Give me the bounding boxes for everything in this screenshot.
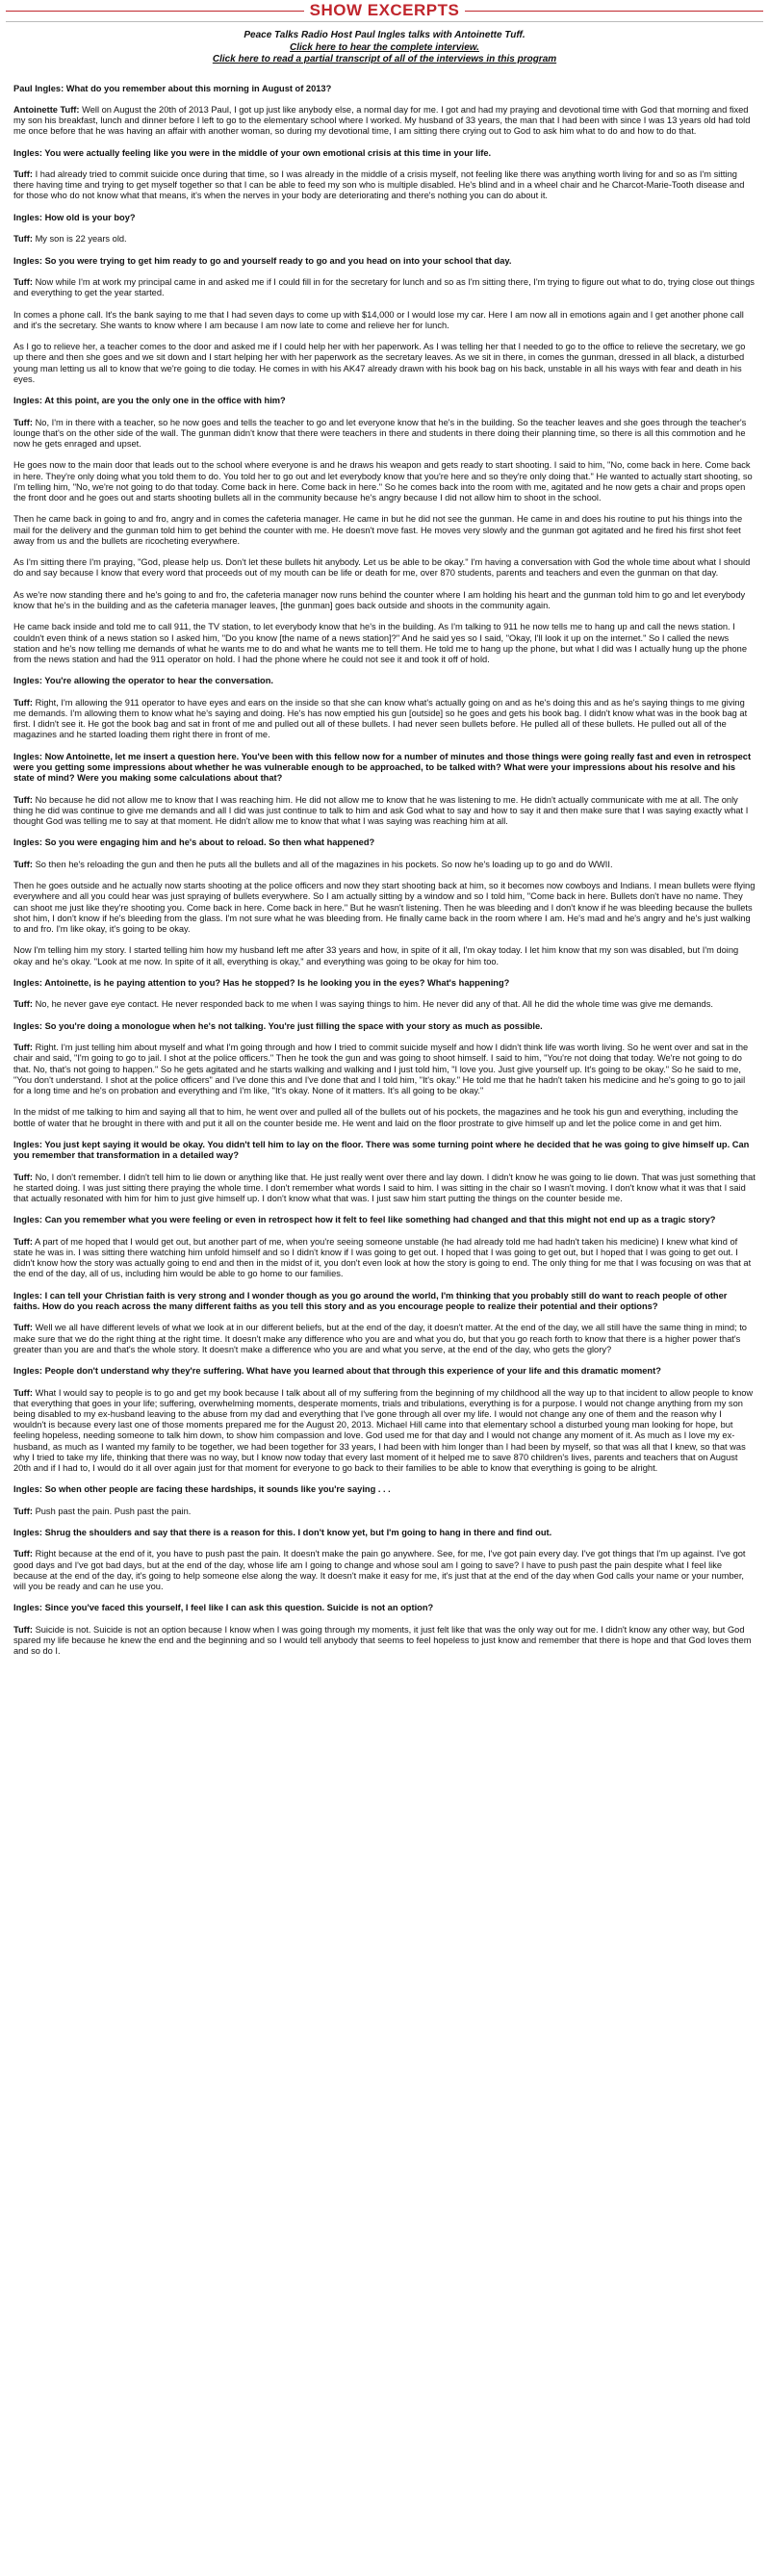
paragraph-text: A part of me hoped that I would get out, but another part of me, when you're seeing someone unstable (he had already told me had hadn't taken his medicine) I knew what kind of state he was in. I was sitting there watching him unfold himself and so I didn't know if I was going to get out. I hoped that I was going to get out, but I hoped that I was going to get out. I didn't know how the story was actually going to end and then in the midst of it, you don't even look at how the story is going to end. The only thing for me that I was focusing on was that at the end of the day, all of us, including him would be able to go home to our families. <box>13 1236 752 1279</box>
question-paragraph <box>13 676 756 686</box>
speaker-label: Tuff: <box>13 1549 33 1559</box>
question-paragraph <box>13 1021 756 1032</box>
speaker-label: Tuff: <box>13 1172 33 1182</box>
speaker-label: Ingles: <box>13 751 42 761</box>
speaker-label: Ingles: <box>13 1484 42 1495</box>
speaker-label: Tuff: <box>13 999 33 1010</box>
paragraph-text: No, I'm in there with a teacher, so he now goes and tells the teacher to go and let everyone know that he's in the building. So the teacher leaves and she goes through the teacher's lounge that's on the other side of the wall. The gunman didn't know that there were teachers in there and students in there doing their planning time, so there is all this commotion and he now he gets enraged and upset. <box>13 417 747 450</box>
paragraph-text: Now Antoinette, let me insert a question here. You've been with this fellow now for a number of minutes and those things were going really fast and even in retrospect were you getting some impressions about whether he was vulnerable enough to be approached, to be talked with? What were your impressions about his resolve and his state of mind? Were you making some calculations about that? <box>13 751 752 784</box>
question-paragraph <box>13 1484 756 1495</box>
speaker-label: Tuff: <box>13 1506 33 1516</box>
answer-paragraph <box>13 514 756 547</box>
question-paragraph <box>13 84 756 94</box>
speaker-label: Ingles: <box>13 1366 42 1377</box>
answer-paragraph <box>13 1388 756 1475</box>
paragraph-text: In comes a phone call. It's the bank saying to me that I had seven days to come up with $14,000 or I would lose my car. Here I am now all in emotions again and I get another phone call and it's the secretary. She wants to know where I am because I am now late to come and relieve her for lunch. <box>13 309 744 330</box>
page-title: SHOW EXCERPTS <box>309 1 460 19</box>
answer-paragraph <box>13 860 756 870</box>
paragraph-text: So you were engaging him and he's about to reload. So then what happened? <box>44 837 375 848</box>
paragraph-text: Then he came back in going to and fro, angry and in comes the cafeteria manager. He came in but he did not see the gunman. He came in and does his routine to put his things into the mail for the delivery and the gunman told him to get behind the counter with me. He doesn't move fast. He moves very slowly and the gunman got agitated and he fired his first shot feet away from us and the bullets are ricocheting everywhere. <box>13 514 743 546</box>
answer-paragraph <box>13 698 756 741</box>
speaker-label: Ingles: <box>13 147 42 158</box>
answer-paragraph <box>13 234 756 245</box>
question-paragraph <box>13 1366 756 1377</box>
paragraph-text: As we're now standing there and he's going to and fro, the cafeteria manager now runs behind the counter where I am holding his heart and the gunman told him to go and let everybody know that he's in the building and as the cafeteria manager leaves, [the gunman] goes back outside and shoots in the community again. <box>13 589 746 611</box>
paragraph-text: No because he did not allow me to know that I was reaching him. He did not allow me to know that he was listening to me. He didn't actually communicate with me at all. The only thing he did was continue to give me demands and all I did was just continue to talk to him and ask God what to say and how to say it and then make sure that I was saying exactly what I thought God was telling me to say at that moment. He didn't allow me to know that what I was saying was reaching him at all. <box>13 794 749 826</box>
paragraph-text: Now I'm telling him my story. I started telling him how my husband left me after 33 years and how, in spite of it all, I'm okay today. I let him know that my son was disabled, but I'm doing okay and he's okay. "Look at me now. In spite of it all, everything is okay," and everything was going to be okay for him too. <box>13 945 739 966</box>
question-paragraph <box>13 1140 756 1161</box>
speaker-label: Tuff: <box>13 697 33 708</box>
speaker-label: Tuff: <box>13 1387 33 1398</box>
answer-paragraph <box>13 310 756 331</box>
speaker-label: Tuff: <box>13 1236 33 1247</box>
answer-paragraph <box>13 1323 756 1355</box>
speaker-label: Ingles: <box>13 1603 42 1613</box>
speaker-label: Ingles: <box>13 1528 42 1538</box>
question-paragraph <box>13 1291 756 1312</box>
paragraph-text: Suicide is not. Suicide is not an option because I know when I was going through my moments, it just felt like that was the only way out for me. I didn't know any other way, but God spared my life because he knew the end and the beginning and so I would tell anybody that seems to feel hopeless to just know and remember that there is hope and that God loves them and so do I. <box>13 1624 752 1657</box>
paragraph-text: Can you remember what you were feeling or even in retrospect how it felt to feel like something had changed and that this might not end up as a tragic story? <box>44 1215 716 1225</box>
speaker-label: Ingles: <box>13 255 42 266</box>
speaker-label: Tuff: <box>13 1043 33 1053</box>
paragraph-text: So you were trying to get him ready to go and yourself ready to go and you head on into your school that day. <box>44 255 512 266</box>
question-paragraph <box>13 1528 756 1538</box>
answer-paragraph <box>13 1625 756 1658</box>
paragraph-text: Since you've faced this yourself, I feel like I can ask this question. Suicide is not an option? <box>44 1603 434 1613</box>
answer-paragraph <box>13 1043 756 1096</box>
paragraph-text: So then he's reloading the gun and then he puts all the bullets and all of the magazines in his pockets. So now he's loading up to go and do WWII. <box>35 859 613 869</box>
paragraph-text: Antoinette, is he paying attention to you? Has he stopped? Is he looking you in the eyes? What's happening? <box>44 977 510 988</box>
speaker-label: Ingles: <box>13 1020 42 1031</box>
paragraph-text: No, I don't remember. I didn't tell him to lie down or anything like that. He just really went over there and lay down. I didn't know he was going to lie down. That was just something that he started doing. I was just sitting there praying the whole time. I don't remember what words I said to him. I was sitting in the chair so I wasn't moving. I don't know what it was that I said that actually resonated with him for him to just give himself up. I don't know what that was. I just saw him start putting the things on the counter beside me. <box>13 1172 756 1203</box>
answer-paragraph <box>13 945 756 966</box>
speaker-label: Ingles: <box>13 1215 42 1225</box>
paragraph-text: He came back inside and told me to call 911, the TV station, to let everybody know that he's in the building. As I'm talking to 911 he now tells me to hang up and call the news station. I couldn't even think of a news station so I asked him, "Do you know [the name of a news station]?" And he said yes so I said, "Okay, I'll look it up on the internet." So I called the news station and he's now telling me demands of what he wants me to do and what he wants me to tell them. He told me to hang up the phone, but what I did was I actually hung up the phone from the news station and had the 911 operator on hold. I had the phone where he could not see it and took it off of hold. <box>13 622 748 665</box>
speaker-label: Ingles: <box>13 676 42 686</box>
question-paragraph <box>13 752 756 785</box>
paragraph-text: Well on August the 20th of 2013 Paul, I got up just like anybody else, a normal day for me. I got and had my praying and devotional time with God that morning and fixed my son his breakfast, lunch and dinner before I left to go to the elementary school where I worked. My husband of 33 years, the man that I had been with since I was 13 years old had told me once before that he was having an affair with another woman, so during my devotional time, I am sitting there crying out to God to ask him what to do and how to do that. <box>13 104 751 137</box>
speaker-label: Tuff: <box>13 277 33 288</box>
paragraph-text: So when other people are facing these hardships, it sounds like you're saying . . . <box>44 1484 391 1495</box>
paragraph-text: What do you remember about this morning in August of 2013? <box>65 83 332 93</box>
paragraph-text: My son is 22 years old. <box>35 234 127 245</box>
paragraph-text: Shrug the shoulders and say that there is a reason for this. I don't know yet, but I'm going to hang in there and find out. <box>44 1528 552 1538</box>
answer-paragraph <box>13 460 756 503</box>
question-paragraph <box>13 837 756 848</box>
intro-line: Peace Talks Radio Host Paul Ingles talks with Antoinette Tuff. <box>244 30 525 40</box>
paragraph-text: Then he goes outside and he actually now starts shooting at the police officers and now they start shooting back at him, so it becomes now cowboys and Indians. I mean bullets were flying everywhere and all you could hear was just spraying of bullets everywhere. So I am actually sitting by a window and so I told him, "Come back in here. Bullets don't have no name. They can shoot me just like they're shooting you. Come back in here. Come back in here." But he wasn't listening. Then he was bleeding and I don't know if he was bleeding because the bullets shot him, I don't know if he's bleeding from the glass. I'm not sure what he was bleeding from. He finally came back in the room where I am. He's mad and he's angry and he's just walking to and fro. I'm like okay, it's going to be okay. <box>13 881 756 934</box>
section-header <box>6 0 763 22</box>
paragraph-text: In the midst of me talking to him and saying all that to him, he went over and pulled all of the bullets out of his pockets, the magazines and he took his gun and everything, including the bottle of water that he brought in there with and put it all on the counter beside me. He went and laid on the floor prostrate to give himself up and let the police come in and get him. <box>13 1107 738 1128</box>
paragraph-text: Now while I'm at work my principal came in and asked me if I could fill in for the secretary for lunch and so as I'm sitting there, I'm trying to figure out what to do, trying close out things and everything to get the year started. <box>13 277 755 298</box>
answer-paragraph <box>13 1172 756 1205</box>
paragraph-text: As I go to relieve her, a teacher comes to the door and asked me if I could help her with her paperwork. As I was telling her that I needed to go to the office to relieve the secretary, we go up there and then she goes and we sit down and I start helping her with her paperwork as the secretary leaves. As we sit in there, in comes the gunman, dressed in all black, a disturbed young man letting us all to know that we're going to die today. He comes in with his AK47 already drawn with his book bag on his back, unstable in all his ways with fear and death in his eyes. <box>13 342 746 384</box>
speaker-label: Ingles: <box>13 212 42 222</box>
speaker-label: Ingles: <box>13 1290 42 1301</box>
answer-paragraph <box>13 1549 756 1592</box>
paragraph-text: How old is your boy? <box>44 212 136 222</box>
answer-paragraph <box>13 418 756 451</box>
answer-paragraph <box>13 1237 756 1280</box>
paragraph-text: As I'm sitting there I'm praying, "God, please help us. Don't let these bullets hit anybody. Let us be able to be okay." I'm having a conversation with God the whole time about what I should do and say because I know that every word that proceeds out of my mouth can be life or death for me, over 870 students, parents and teachers and even the gunman on that day. <box>13 557 751 579</box>
paragraph-text: What I would say to people is to go and get my book because I talk about all of my suffering from the beginning of my childhood all the way up to that incident to allow people to know that everything that goes in your life; suffering, overwhelming moments, desperate moments, trials and tribulations, everything is for a purpose. I would not change anything from my son being disabled to my ex-husband leaving to the abuse from my dad and everything that I've gone through all over my life. I would not change any one of them and the reason why I wouldn't is because every last one of those moments prepared me for the August 20, 2013. Michael Hill came into that elementary school a disturbed young man looking for hope, but feeling hopeless, needing someone to talk him down, to show him compassion and love. God used me for that day and I would not change any moment of it. As much as I love my ex-husband, as much as I wanted my family to be together, we had been together for 33 years, I had been with him longer than I had been by myself, so that was all that I knew, so that was why I tried to take my life, thinking that there was no way, but I know now today that every last moment of it helped me to save 870 children's lives, parents and teachers that on August 20th and if I had to, I would do it all over again just for that moment for everyone to go back to their families to be able to know that everything is going to be alright. <box>13 1387 754 1473</box>
speaker-label: Tuff: <box>13 794 33 805</box>
read-transcript-link[interactable]: Click here to read a partial transcript of all of the interviews in this program <box>212 54 557 64</box>
intro-block <box>0 30 769 66</box>
paragraph-text: He goes now to the main door that leads out to the school where everyone is and he draws his weapon and gets ready to start shooting. I said to him, "No, come back in here. Come back in here. They're only doing what you told them to do. You told her to go out and let everybody know that you're here and so they're only doing that." He wanted to actually start shooting, so I'm telling him, "No, we're not going to do that today. Come back in here. Come back in here." So he comes back into the room with me, agitated and he now gets a chair and props open the front door and he goes out and starts shooting bullets all in the community because he's angry because I did not allow him to shoot in the school. <box>13 460 753 503</box>
speaker-label: Paul Ingles: <box>13 83 64 93</box>
question-paragraph <box>13 1215 756 1225</box>
paragraph-text: I had already tried to commit suicide once during that time, so I was already in the middle of a crisis myself, not feeling like there was anything worth living for and so as I'm sitting there having time and trying to get myself together so that I can be able to feed my son who is multiple disabled. He's blind and in a wheel chair and he Charcot-Marie-Tooth disease and for those who do not know what that means, it's when the nerves in your body are deteriorating and there's nothing you can do about it. <box>13 169 745 201</box>
question-paragraph <box>13 256 756 267</box>
paragraph-text: At this point, are you the only one in the office with him? <box>44 396 286 406</box>
question-paragraph <box>13 213 756 223</box>
answer-paragraph <box>13 999 756 1010</box>
paragraph-text: I can tell your Christian faith is very strong and I wonder though as you go around the world, I'm thinking that you probably still do want to reach people of other faiths. How do you reach across the many different faiths as you tell this story and as you encourage people to realize their potential and their options? <box>13 1290 728 1311</box>
paragraph-text: Well we all have different levels of what we look at in our different beliefs, but at the end of the day, it doesn't matter. At the end of the day, we all still have the same thing in mind; to make sure that we do the right thing at the right time. It doesn't make any difference who you are and what you do, but that you go reach forth to know that there is a higher power that's greater than you are and that's the whole story. It doesn't make a difference who you are and what you serve, at the end of the day, who gets the glory? <box>13 1323 747 1354</box>
speaker-label: Ingles: <box>13 977 42 988</box>
answer-paragraph <box>13 342 756 385</box>
speaker-label: Tuff: <box>13 169 33 180</box>
answer-paragraph <box>13 277 756 298</box>
answer-paragraph <box>13 1507 756 1517</box>
hear-interview-link[interactable]: Click here to hear the complete interview. <box>290 41 479 53</box>
paragraph-text: Right because at the end of it, you have to push past the pain. It doesn't make the pain go anywhere. See, for me, I've got pain every day. I've got things that I'm up against. I've got good days and I've got bad days, but at the end of the day, whose life am I going to change and whose soul am I going to save? I have to push past the pain despite what I feel like because at the end of the day, it's going to help someone else along the way. It doesn't make it easy for me, it's just that at the end of the day when God calls your name or your number, will you be ready and can he use you. <box>13 1549 746 1592</box>
paragraph-text: People don't understand why they're suffering. What have you learned about that through this experience of your life and this dramatic moment? <box>44 1366 661 1377</box>
answer-paragraph <box>13 557 756 579</box>
answer-paragraph <box>13 105 756 138</box>
speaker-label: Ingles: <box>13 837 42 848</box>
paragraph-text: Right, I'm allowing the 911 operator to have eyes and ears on the inside so that she can know what's actually going on and as he's doing this and as he's saying things to me giving me demands. I'm allowing them to know what he's saying and doing. He's has now emptied his gun [outside] so he goes and gets his book bag. I didn't know what was in the book bag at first. I didn't see it. He got the book bag and sat in front of me and pulled out all of these bullets. I had never seen bullets before. He pulled all of these bullets. He pulled out all of the magazines and he started loading them right there in front of me. <box>13 697 748 740</box>
paragraph-text: You're allowing the operator to hear the conversation. <box>44 676 273 686</box>
question-paragraph <box>13 978 756 989</box>
speaker-label: Ingles: <box>13 396 42 406</box>
paragraph-text: Push past the pain. Push past the pain. <box>35 1506 192 1516</box>
speaker-label: Tuff: <box>13 859 33 869</box>
answer-paragraph <box>13 881 756 935</box>
answer-paragraph <box>13 590 756 611</box>
paragraph-text: No, he never gave eye contact. He never responded back to me when I was saying things to him. He never did any of that. All he did the whole time was give me demands. <box>35 999 713 1010</box>
paragraph-text: You just kept saying it would be okay. You didn't tell him to lay on the floor. There was some turning point where he decided that he was going to give himself up. Can you remember that transformation in a detailed way? <box>13 1139 750 1161</box>
transcript <box>13 84 756 1658</box>
speaker-label: Tuff: <box>13 1323 33 1333</box>
paragraph-text: So you're doing a monologue when he's not talking. You're just filling the space with your story as much as possible. <box>44 1020 543 1031</box>
speaker-label: Tuff: <box>13 234 33 245</box>
speaker-label: Ingles: <box>13 1139 42 1149</box>
speaker-label: Tuff: <box>13 1624 33 1635</box>
answer-paragraph <box>13 169 756 202</box>
question-paragraph <box>13 1603 756 1613</box>
question-paragraph <box>13 148 756 159</box>
answer-paragraph <box>13 622 756 665</box>
answer-paragraph <box>13 1107 756 1128</box>
speaker-label: Tuff: <box>13 417 33 427</box>
question-paragraph <box>13 396 756 406</box>
paragraph-text: You were actually feeling like you were in the middle of your own emotional crisis at this time in your life. <box>44 147 492 158</box>
speaker-label: Antoinette Tuff: <box>13 104 80 115</box>
paragraph-text: Right. I'm just telling him about myself and what I'm going through and how I tried to commit suicide myself and how I didn't think life was worth living. So he went over and sat in the chair and said, "I'm going to go to jail. I shot at the police officers." Then he took the gun and was going to shoot himself. I said to him, "You're not doing that today. We're not going to do that. No, that's not going to happen." So he gets agitated and he starts walking and walking and I just told him, "I love you. Just give yourself up. It's going to be okay." So he said to me, "You don't understand. I shot at the police officers" and I've done this and I've done that and I told him, "It's okay." He told me that he hadn't taken his medicine and he's going to go to jail for a long time and he's on probation and everything and I'm like, "It's okay. None of it matters. It's all going to be okay." <box>13 1043 749 1095</box>
header-rule-right <box>465 11 763 12</box>
answer-paragraph <box>13 795 756 828</box>
